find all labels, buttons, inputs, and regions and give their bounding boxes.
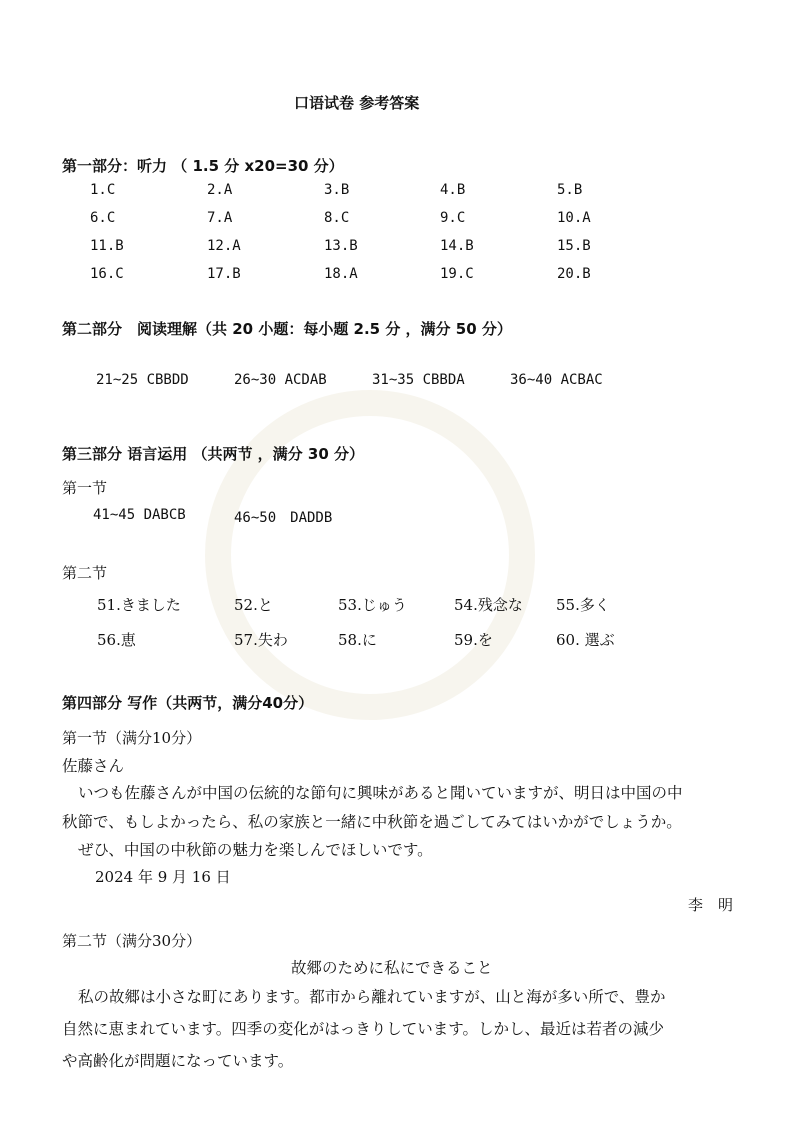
- answer-group: 36~40 ACBAC: [510, 372, 603, 388]
- listening-answer: 4.B: [440, 182, 466, 198]
- part2-heading: 第二部分 阅读理解（共 20 小题：每小题 2.5 分 ，满分 50 分）: [62, 320, 512, 338]
- listening-answer: 17.B: [207, 266, 241, 282]
- part3-heading: 第三部分 语言运用 （共两节 ，满分 30 分）: [62, 445, 364, 463]
- language-answer: 54.残念な: [454, 596, 523, 614]
- part4-heading: 第四部分 写作（共两节，满分40分）: [62, 694, 314, 712]
- listening-answer: 19.C: [440, 266, 474, 282]
- answer-group: 31~35 CBBDA: [372, 372, 465, 388]
- essay-line: や高齢化が問題になっています。: [62, 1052, 294, 1070]
- answer-group: 46~50 DADDB: [234, 510, 333, 526]
- listening-answer: 6.C: [90, 210, 116, 226]
- watermark-seal: [205, 390, 535, 720]
- letter-salutation: 佐藤さん: [62, 757, 125, 775]
- language-answer: 55.多く: [556, 596, 610, 614]
- essay-line: 私の故郷は小さな町にあります。都市から離れていますが、山と海が多い所で、豊か: [78, 988, 666, 1006]
- language-answer: 59.を: [454, 631, 493, 649]
- listening-answer: 10.A: [557, 210, 591, 226]
- listening-answer: 8.C: [324, 210, 350, 226]
- page-title: 口语试卷 参考答案: [294, 94, 420, 112]
- language-answer: 60. 選ぶ: [556, 631, 615, 649]
- letter-date: 2024 年 9 月 16 日: [95, 868, 231, 886]
- listening-answer: 14.B: [440, 238, 474, 254]
- letter-signature: 李 明: [688, 896, 734, 914]
- listening-answer: 2.A: [207, 182, 233, 198]
- language-answer: 56.恵: [97, 631, 136, 649]
- answer-group: 41~45 DABCB: [93, 507, 186, 523]
- part1-heading: 第一部分：听力 （ 1.5 分 x20=30 分）: [62, 157, 344, 175]
- listening-answer: 3.B: [324, 182, 350, 198]
- letter-line: いつも佐藤さんが中国の伝統的な節句に興味があると聞いていますが、明日は中国の中: [78, 784, 683, 802]
- listening-answer: 11.B: [90, 238, 124, 254]
- listening-answer: 7.A: [207, 210, 233, 226]
- listening-answer: 1.C: [90, 182, 116, 198]
- answer-group: 21~25 CBBDD: [96, 372, 189, 388]
- essay-line: 自然に恵まれています。四季の変化がはっきりしています。しかし、最近は若者の減少: [62, 1020, 665, 1038]
- language-answer: 51.きました: [97, 596, 181, 614]
- part4-section1-label: 第一节（满分10分）: [62, 729, 202, 747]
- part3-section2-label: 第二节: [62, 564, 108, 582]
- listening-answer: 5.B: [557, 182, 583, 198]
- listening-answer: 18.A: [324, 266, 358, 282]
- listening-answer: 13.B: [324, 238, 358, 254]
- language-answer: 52.と: [234, 596, 273, 614]
- listening-answer: 9.C: [440, 210, 466, 226]
- listening-answer: 15.B: [557, 238, 591, 254]
- part4-section2-label: 第二节（满分30分）: [62, 932, 202, 950]
- listening-answer: 20.B: [557, 266, 591, 282]
- language-answer: 57.失わ: [234, 631, 288, 649]
- part3-section1-label: 第一节: [62, 479, 108, 497]
- essay-title: 故郷のために私にできること: [291, 959, 493, 977]
- language-answer: 58.に: [338, 631, 377, 649]
- answer-group: 26~30 ACDAB: [234, 372, 327, 388]
- letter-line: 秋節で、もしよかったら、私の家族と一緒に中秋節を過ごしてみてはいかがでしょうか。: [62, 813, 682, 831]
- listening-answer: 16.C: [90, 266, 124, 282]
- listening-answer: 12.A: [207, 238, 241, 254]
- letter-line: ぜひ、中国の中秋節の魅力を楽しんでほしいです。: [78, 841, 433, 859]
- language-answer: 53.じゅう: [338, 596, 407, 614]
